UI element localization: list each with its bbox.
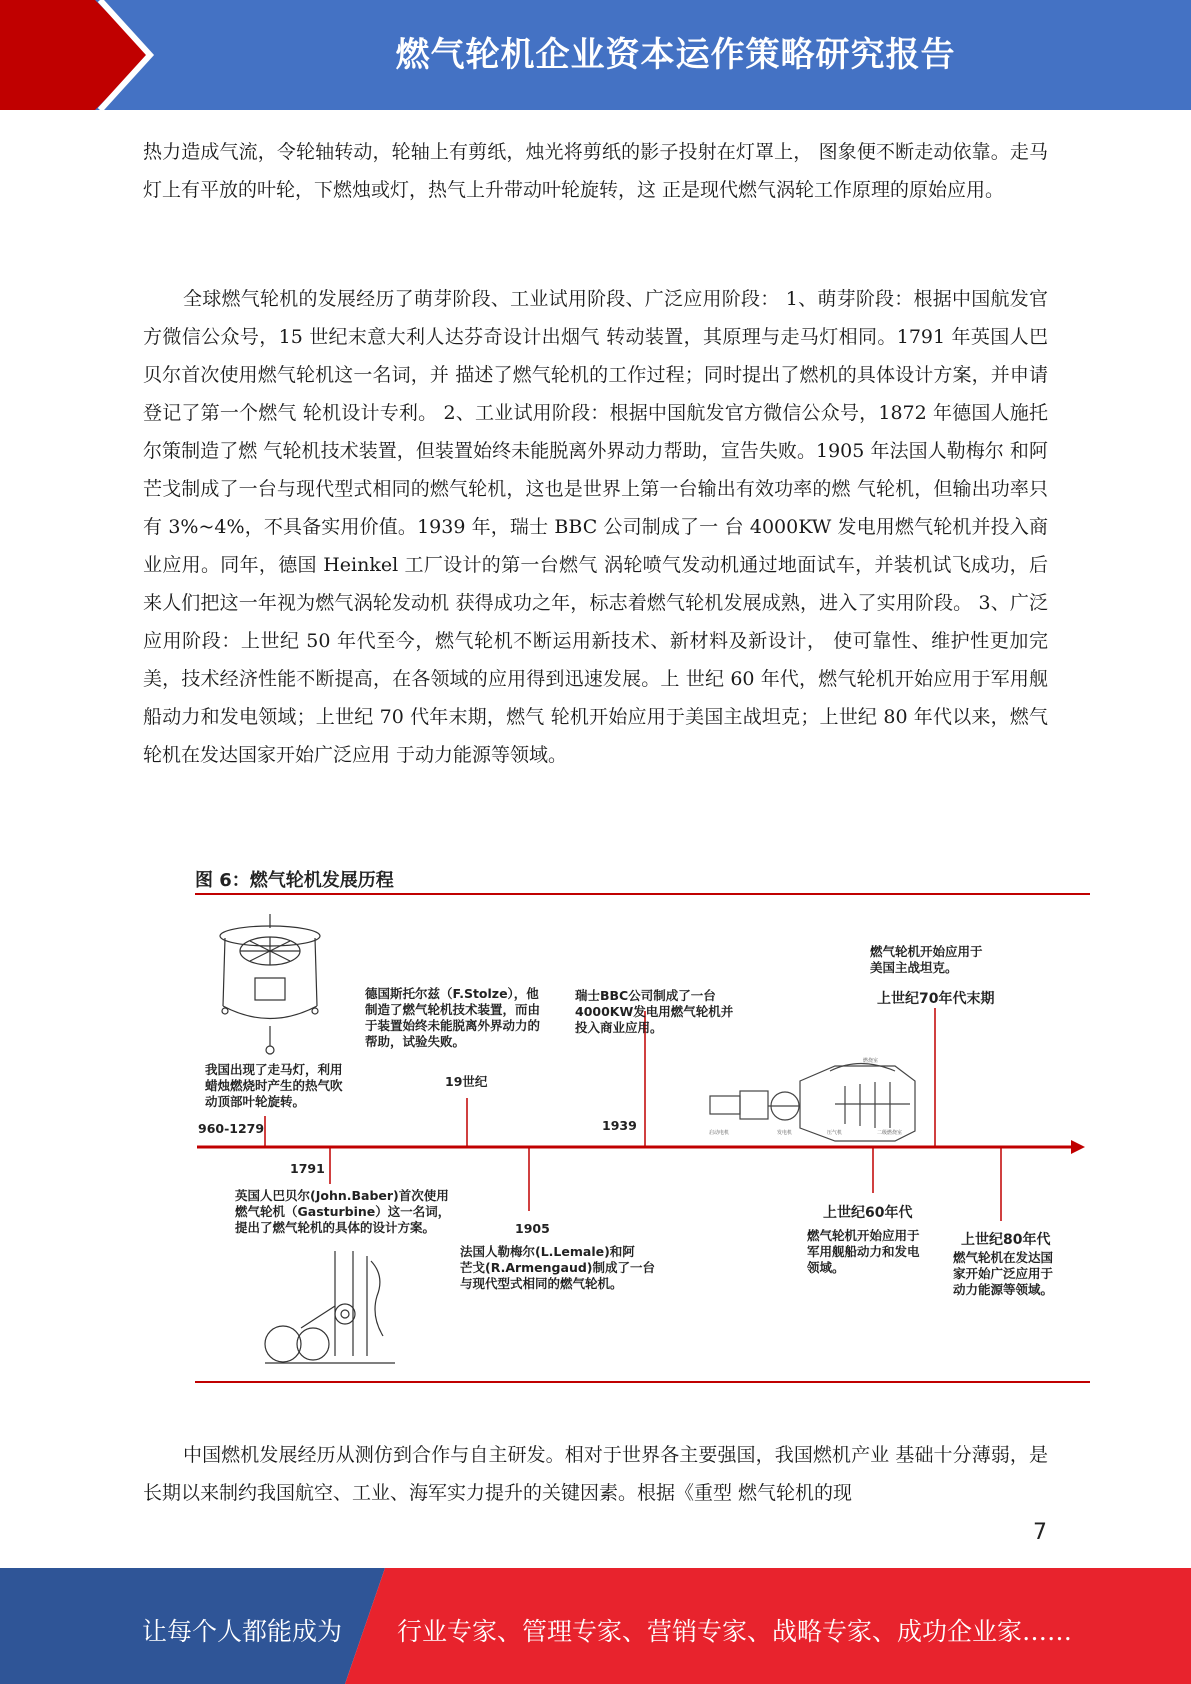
timeline-arrowhead: [1071, 1140, 1085, 1154]
event-60s-text: 燃气轮机开始应用于 军用舰船动力和发电 领域。: [807, 1228, 920, 1275]
svg-text:发电机: 发电机: [777, 1130, 793, 1136]
paragraph-intro: 热力造成气流，令轮轴转动，轮轴上有剪纸，烛光将剪纸的影子投射在灯罩上， 图象便不断走动依靠。走马灯上有平放的叶轮，下燃烛或灯，热气上升带动叶轮旋转，这 正是现代燃气涡轮工作原理的原始应用。: [143, 141, 1048, 201]
event-1939-date: 1939: [602, 1118, 637, 1133]
page-number: 7: [1033, 1520, 1047, 1545]
report-title: 燃气轮机企业资本运作策略研究报告: [395, 35, 956, 75]
svg-text:启动电机: 启动电机: [709, 1130, 730, 1136]
footer-slogan-right: 行业专家、管理专家、营销专家、战略专家、成功企业家……: [397, 1617, 1073, 1646]
event-1791-text: 英国人巴贝尔(John.Baber)首次使用 燃气轮机（Gasturbine）这一名词， 提出了燃气轮机的具体的设计方案。: [235, 1188, 451, 1235]
page-header: [0, 0, 1191, 110]
event-1791-date: 1791: [290, 1161, 325, 1176]
event-1905-date: 1905: [515, 1221, 550, 1236]
event-70s-text: 燃气轮机开始应用于 美国主战坦克。: [870, 944, 983, 975]
paragraph-china: 中国燃机发展经历从测仿到合作与自主研发。相对于世界各主要强国，我国燃机产业 基础十分薄弱，是长期以来制约我国航空、工业、海军实力提升的关键因素。根据《重型 燃气轮机的现: [143, 1444, 1048, 1504]
steam-machine-illustration: [265, 1251, 395, 1363]
event-1905-text: 法国人勒梅尔(L.Lemale)和阿 芒戈(R.Armengaud)制成了一台 与现代型式相同的燃气轮机。: [460, 1244, 656, 1291]
event-19c-text: 德国斯托尔兹（F.Stolze），他 制造了燃气轮机技术装置，而由 于装置始终未能脱离外界动力的 帮助，试验失败。: [365, 986, 541, 1049]
figure-bottom-rule: [195, 1381, 1090, 1383]
paragraph-history: 全球燃气轮机的发展经历了萌芽阶段、工业试用阶段、广泛应用阶段： 1、萌芽阶段：根据中国航发官方微信公众号，15 世纪末意大利人达芬奇设计出烟气 转动装置，其原理与走马灯相同。1791 年英国人巴贝尔首次使用燃气轮机这一名词，并 描述了燃气轮机的工作过程；同时提出了燃机的具体设计方案，并申请登记了第一个燃气 轮机设计专利。 2、工业试用阶段：根据中国航发官方微信公众号，1872 年德国人施托尔策制造了燃 气轮机技术装置，但装置始终未能脱离外界动力帮助，宣告失败。1905 年法国人勒梅尔 和阿芒戈制成了一台与现代型式相同的燃气轮机，这也是世界上第一台输出有效功率的燃 气轮机，但输出功率只有 3%~4%，不具备实用价值。1939 年，瑞士 BBC 公司制成了一 台 4000KW 发电用燃气轮机并投入商业应用。同年，德国 Heinkel 工厂设计的第一台燃气 涡轮喷气发动机通过地面试车，并装机试飞成功，后来人们把这一年视为燃气涡轮发动机 获得成功之年，标志着燃气轮机发展成熟，进入了实用阶段。 3、广泛应用阶段：上世纪 50 年代至今，燃气轮机不断运用新技术、新材料及新设计， 使可靠性、维护性更加完美，技术经济性能不断提高，在各领域的应用得到迅速发展。上 世纪 60 年代，燃气轮机开始应用于军用舰船动力和发电领域；上世纪 70 代年末期，燃气 轮机开始应用于美国主战坦克；上世纪 80 年代以来，燃气轮机在发达国家开始广泛应用 于动力能源等领域。: [143, 288, 1048, 766]
svg-text:压气机: 压气机: [827, 1130, 843, 1136]
event-19c-date: 19世纪: [445, 1074, 488, 1089]
event-1939-text: 瑞士BBC公司制成了一台 4000KW发电用燃气轮机并 投入商业应用。: [575, 988, 734, 1035]
event-80s-date: 上世纪80年代: [961, 1232, 1051, 1248]
event-960-date: 960-1279: [198, 1121, 265, 1136]
timeline-figure: [195, 866, 1090, 1386]
svg-text:二级燃烧室: 二级燃烧室: [877, 1130, 903, 1136]
lantern-illustration: [220, 914, 320, 1054]
event-960-text: 我国出现了走马灯，利用 蜡烛燃烧时产生的热气吹 动顶部叶轮旋转。: [205, 1062, 343, 1109]
header-arrow-decoration: [0, 0, 160, 110]
page-footer: [0, 1568, 1191, 1684]
footer-slogan-left: 让每个人都能成为: [142, 1617, 343, 1646]
svg-text:燃烧室: 燃烧室: [863, 1058, 879, 1064]
event-60s-date: 上世纪60年代: [823, 1205, 913, 1221]
figure-title: 图 6：燃气轮机发展历程: [195, 870, 394, 891]
event-80s-text: 燃气轮机在发达国 家开始广泛应用于 动力能源等领域。: [953, 1250, 1054, 1297]
event-70s-date: 上世纪70年代末期: [877, 991, 995, 1007]
